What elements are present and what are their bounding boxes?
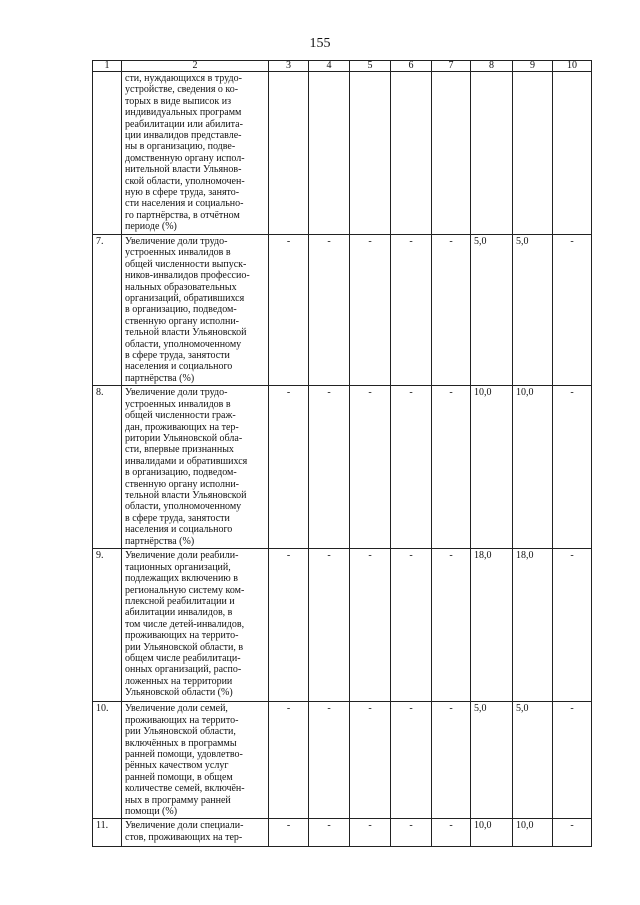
table-row <box>93 702 592 819</box>
description-line: в организацию, подведом- <box>125 304 237 316</box>
description-line: населения и социального <box>125 361 233 373</box>
description-line: ложенных на территории <box>125 675 233 687</box>
value-cell-col9: 5,0 <box>513 702 553 819</box>
value-cell-col9: 10,0 <box>513 386 553 549</box>
description-line: сти, впервые признанных <box>125 444 234 456</box>
description-line: том числе детей-инвалидов, <box>125 618 245 630</box>
description-line: количестве семей, включён- <box>125 783 245 795</box>
description-line: общей численности граж- <box>125 410 236 422</box>
description-line: ников-инвалидов профессио- <box>125 270 250 282</box>
table-row <box>93 235 592 386</box>
description-line: области, уполномоченному <box>125 501 242 513</box>
description-line: онных организаций, распо- <box>125 664 242 676</box>
indicator-description <box>122 72 269 235</box>
description-line: периоде (%) <box>125 221 177 233</box>
value-cell-col7: - <box>432 549 471 702</box>
value-cell-col10: - <box>553 235 592 386</box>
description-line: ритории Ульяновской обла- <box>125 432 243 444</box>
value-cell-col7: - <box>432 819 471 847</box>
value-cell-col8: 18,0 <box>471 549 513 702</box>
value-cell-col8: 5,0 <box>471 702 513 819</box>
description-line: населения и социального <box>125 524 233 536</box>
column-header: 1 <box>93 61 122 72</box>
description-line: Увеличение доли специали- <box>125 820 244 832</box>
value-cell-col3: - <box>269 702 309 819</box>
description-line: рии Ульяновской области, <box>125 726 236 738</box>
value-cell-col5: - <box>350 235 391 386</box>
column-header: 10 <box>553 61 592 72</box>
row-number: 8. <box>93 386 122 549</box>
description-line: ции инвалидов представле- <box>125 130 242 142</box>
description-line: тельной власти Ульяновской <box>125 327 247 339</box>
table-row <box>93 386 592 549</box>
page-number: 155 <box>309 36 331 51</box>
value-cell-col6: - <box>391 819 432 847</box>
value-cell-col5: - <box>350 386 391 549</box>
description-line: включённых в программы <box>125 737 237 749</box>
indicator-description <box>122 549 269 702</box>
description-line: Увеличение доли семей, <box>125 703 228 715</box>
value-cell-col10: - <box>553 702 592 819</box>
description-line: проживающих на террито- <box>125 714 239 726</box>
column-header: 5 <box>350 61 391 72</box>
value-cell-col9 <box>513 72 553 235</box>
indicator-description <box>122 702 269 819</box>
description-line: ранней помощи, удовлетво- <box>125 748 243 760</box>
description-line: рии Ульяновской области, в <box>125 641 244 653</box>
value-cell-col6: - <box>391 549 432 702</box>
column-header: 2 <box>122 61 269 72</box>
description-line: домственную органу испол- <box>125 152 245 164</box>
value-cell-col3 <box>269 72 309 235</box>
table-row <box>93 819 592 847</box>
value-cell-col4: - <box>309 235 350 386</box>
value-cell-col4: - <box>309 819 350 847</box>
description-line: Ульяновской области (%) <box>125 687 233 699</box>
description-line: устроенных инвалидов в <box>125 247 231 259</box>
description-line: области, уполномоченному <box>125 338 242 350</box>
indicator-description <box>122 386 269 549</box>
description-line: Увеличение доли трудо- <box>125 387 228 399</box>
column-header: 9 <box>513 61 553 72</box>
value-cell-col7: - <box>432 702 471 819</box>
description-line: проживающих на террито- <box>125 630 239 642</box>
description-line: абилитации инвалидов, в <box>125 607 233 619</box>
description-line: дан, проживающих на тер- <box>125 421 239 433</box>
description-line: ской области, уполномочен- <box>125 175 245 187</box>
description-line: торых в виде выписок из <box>125 95 232 107</box>
description-line: реабилитации или абилита- <box>125 118 243 130</box>
description-line: стов, проживающих на тер- <box>125 831 243 843</box>
description-line: рённых качеством услуг <box>125 760 229 772</box>
column-header: 8 <box>471 61 513 72</box>
value-cell-col6: - <box>391 235 432 386</box>
column-header: 4 <box>309 61 350 72</box>
value-cell-col8: 5,0 <box>471 235 513 386</box>
description-line: ны в организацию, подве- <box>125 141 236 153</box>
description-line: тационных организаций, <box>125 561 231 573</box>
value-cell-col10: - <box>553 549 592 702</box>
description-line: сти населения и социально- <box>125 198 244 210</box>
description-line: нительной власти Ульянов- <box>125 164 242 176</box>
value-cell-col5 <box>350 72 391 235</box>
description-line: партнёрства (%) <box>125 372 195 384</box>
value-cell-col8: 10,0 <box>471 386 513 549</box>
value-cell-col6: - <box>391 386 432 549</box>
value-cell-col3: - <box>269 386 309 549</box>
description-line: общей численности выпуск- <box>125 258 247 270</box>
description-line: в организацию, подведом- <box>125 467 237 479</box>
column-header-row <box>93 61 592 72</box>
value-cell-col3: - <box>269 819 309 847</box>
value-cell-col3: - <box>269 235 309 386</box>
value-cell-col8 <box>471 72 513 235</box>
value-cell-col7: - <box>432 235 471 386</box>
row-number: 10. <box>93 702 122 819</box>
value-cell-col6 <box>391 72 432 235</box>
description-line: партнёрства (%) <box>125 535 195 547</box>
description-line: ственную органу исполни- <box>125 315 240 327</box>
table-row <box>93 549 592 702</box>
description-line: ственную органу исполни- <box>125 478 240 490</box>
table-row <box>93 72 592 235</box>
value-cell-col9: 18,0 <box>513 549 553 702</box>
value-cell-col4: - <box>309 702 350 819</box>
value-cell-col6: - <box>391 702 432 819</box>
indicators-table <box>92 60 592 847</box>
description-line: устройстве, сведения о ко- <box>125 84 239 96</box>
description-line: индивидуальных программ <box>125 107 242 119</box>
value-cell-col10: - <box>553 386 592 549</box>
description-line: нальных образовательных <box>125 281 237 293</box>
value-cell-col3: - <box>269 549 309 702</box>
row-number: 11. <box>93 819 122 847</box>
value-cell-col9: 10,0 <box>513 819 553 847</box>
description-line: го партнёрства, в отчётном <box>125 209 240 221</box>
description-line: ных в программу ранней <box>125 794 231 806</box>
value-cell-col4: - <box>309 386 350 549</box>
value-cell-col10: - <box>553 819 592 847</box>
value-cell-col4: - <box>309 549 350 702</box>
description-line: инвалидами и обратившихся <box>125 455 248 467</box>
column-header: 7 <box>432 61 471 72</box>
description-line: в сфере труда, занятости <box>125 350 230 362</box>
description-line: сти, нуждающихся в трудо- <box>125 73 242 84</box>
row-number: 9. <box>93 549 122 702</box>
column-header: 6 <box>391 61 432 72</box>
description-line: региональную систему ком- <box>125 584 245 596</box>
value-cell-col5: - <box>350 702 391 819</box>
row-number: 7. <box>93 235 122 386</box>
description-line: организаций, обратившихся <box>125 293 245 305</box>
description-line: помощи (%) <box>125 805 178 817</box>
value-cell-col5: - <box>350 549 391 702</box>
column-header: 3 <box>269 61 309 72</box>
indicator-description <box>122 235 269 386</box>
description-line: Увеличение доли трудо- <box>125 236 228 247</box>
value-cell-col8: 10,0 <box>471 819 513 847</box>
row-number <box>93 72 122 235</box>
value-cell-col9: 5,0 <box>513 235 553 386</box>
indicator-description <box>122 819 269 847</box>
description-line: устроенных инвалидов в <box>125 398 231 410</box>
description-line: тельной власти Ульяновской <box>125 489 247 501</box>
value-cell-col7: - <box>432 386 471 549</box>
table-body <box>93 61 592 847</box>
description-line: ранней помощи, в общем <box>125 771 233 783</box>
description-line: Увеличение доли реабили- <box>125 550 239 562</box>
description-line: общем числе реабилитаци- <box>125 652 241 664</box>
description-line: плексной реабилитации и <box>125 595 235 607</box>
value-cell-col4 <box>309 72 350 235</box>
description-line: ную в сфере труда, занято- <box>125 187 240 199</box>
description-line: подлежащих включению в <box>125 573 239 585</box>
value-cell-col10 <box>553 72 592 235</box>
value-cell-col5: - <box>350 819 391 847</box>
description-line: в сфере труда, занятости <box>125 512 230 524</box>
value-cell-col7 <box>432 72 471 235</box>
